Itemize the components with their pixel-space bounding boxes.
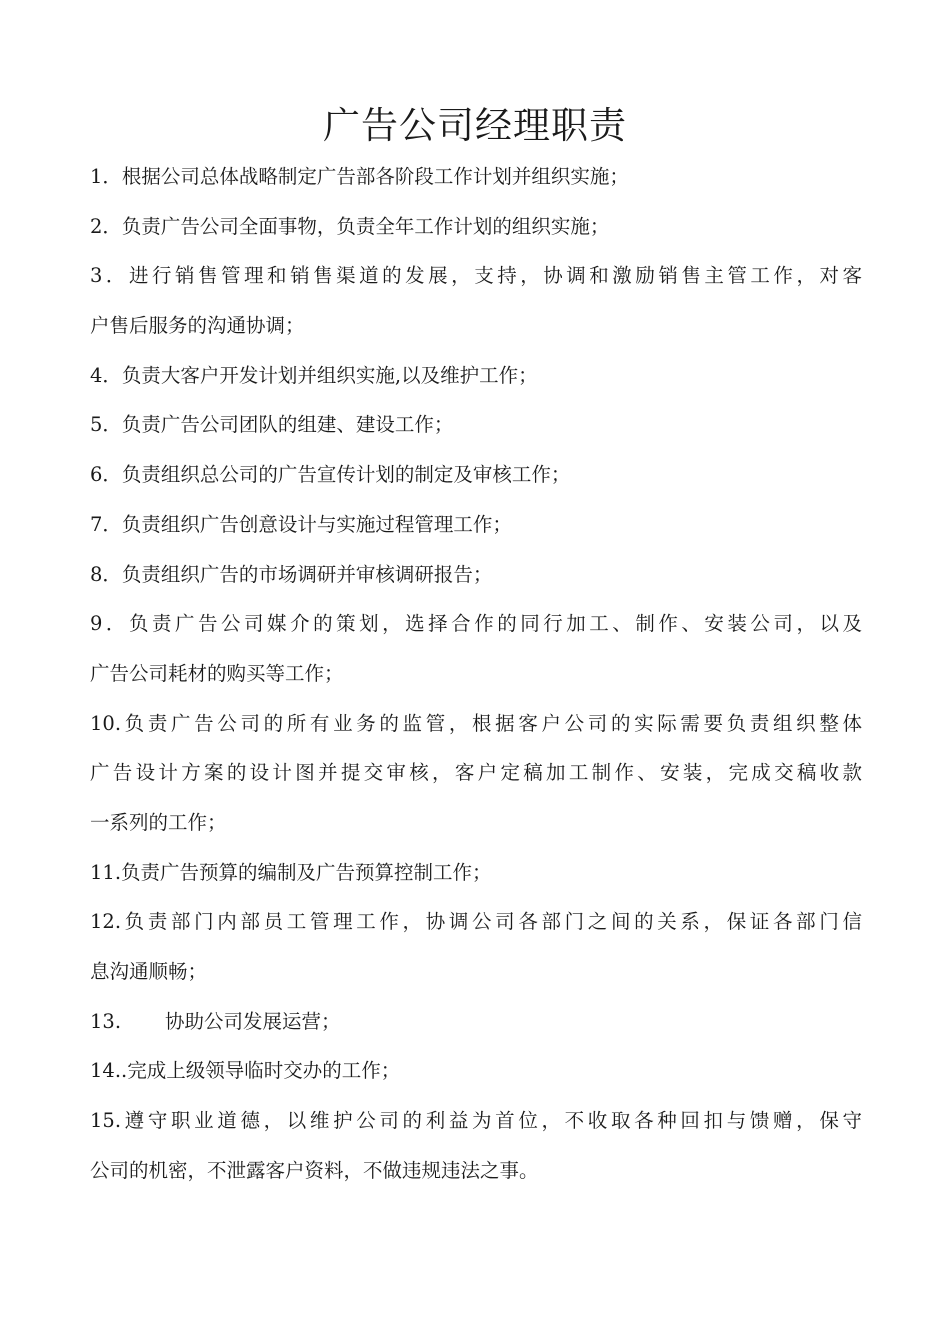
duty-item-9-line-2: 广告公司耗材的购买等工作；	[90, 661, 344, 685]
duty-item-12-line-1: 12.负责部门内部员工管理工作，协调公司各部门之间的关系，保证各部门信	[90, 910, 862, 934]
duty-item-7	[90, 500, 862, 550]
duty-item-15-line-2: 公司的机密，不泄露客户资料，不做违规违法之事。	[90, 1158, 539, 1182]
duty-item-10	[90, 699, 862, 848]
duty-item-9	[90, 599, 862, 698]
duty-item-10-line-3: 一系列的工作；	[90, 810, 227, 834]
duty-item-9-line-1: 9．负责广告公司媒介的策划，选择合作的同行加工、制作、安装公司，以及	[90, 612, 862, 636]
duty-item-13-text: 协助公司发展运营；	[165, 1009, 341, 1033]
duty-item-3-line-1: 3．进行销售管理和销售渠道的发展，支持，协调和激励销售主管工作，对客	[90, 264, 862, 288]
duty-list	[90, 152, 862, 1195]
duty-item-1-line-1: 1．根据公司总体战略制定广告部各阶段工作计划并组织实施；	[90, 165, 629, 188]
duty-item-13-line-1	[90, 997, 862, 1047]
duty-item-14	[90, 1046, 862, 1096]
duty-item-4-line-1: 4．负责大客户开发计划并组织实施,以及维护工作；	[90, 363, 538, 387]
document-title: 广告公司经理职责	[323, 104, 627, 147]
duty-item-3-line-2: 户售后服务的沟通协调；	[90, 314, 305, 338]
duty-item-13-number: 13.	[90, 1009, 122, 1033]
duty-item-3	[90, 251, 862, 350]
duty-item-6-line-1: 6．负责组织总公司的广告宣传计划的制定及审核工作；	[90, 463, 571, 487]
duty-item-1	[90, 152, 862, 202]
duty-item-12	[90, 897, 862, 996]
duty-item-5-line-1: 5．负责广告公司团队的组建、建设工作；	[90, 413, 454, 437]
duty-item-11	[90, 848, 862, 898]
duty-item-12-line-2: 息沟通顺畅；	[90, 960, 208, 983]
duty-item-14-line-1: 14..完成上级领导临时交办的工作；	[90, 1059, 401, 1083]
duty-item-5	[90, 400, 862, 450]
duty-item-6	[90, 450, 862, 500]
duty-item-2	[90, 202, 862, 252]
duty-item-10-line-1: 10.负责广告公司的所有业务的监管，根据客户公司的实际需要负责组织整体	[90, 711, 862, 735]
duty-item-15	[90, 1096, 862, 1195]
duty-item-7-line-1: 7．负责组织广告创意设计与实施过程管理工作；	[90, 512, 512, 536]
duty-item-10-line-2: 广告设计方案的设计图并提交审核，客户定稿加工制作、安装，完成交稿收款	[90, 761, 862, 785]
duty-item-8	[90, 550, 862, 600]
duty-item-11-line-1: 11.负责广告预算的编制及广告预算控制工作；	[90, 860, 492, 884]
duty-item-15-line-1: 15.遵守职业道德，以维护公司的利益为首位，不收取各种回扣与馈赠，保守	[90, 1109, 862, 1133]
duty-item-8-line-1: 8．负责组织广告的市场调研并审核调研报告；	[90, 562, 493, 586]
duty-item-4	[90, 351, 862, 401]
duty-item-2-line-1: 2．负责广告公司全面事物，负责全年工作计划的组织实施；	[90, 214, 610, 238]
duty-item-13	[90, 997, 862, 1047]
